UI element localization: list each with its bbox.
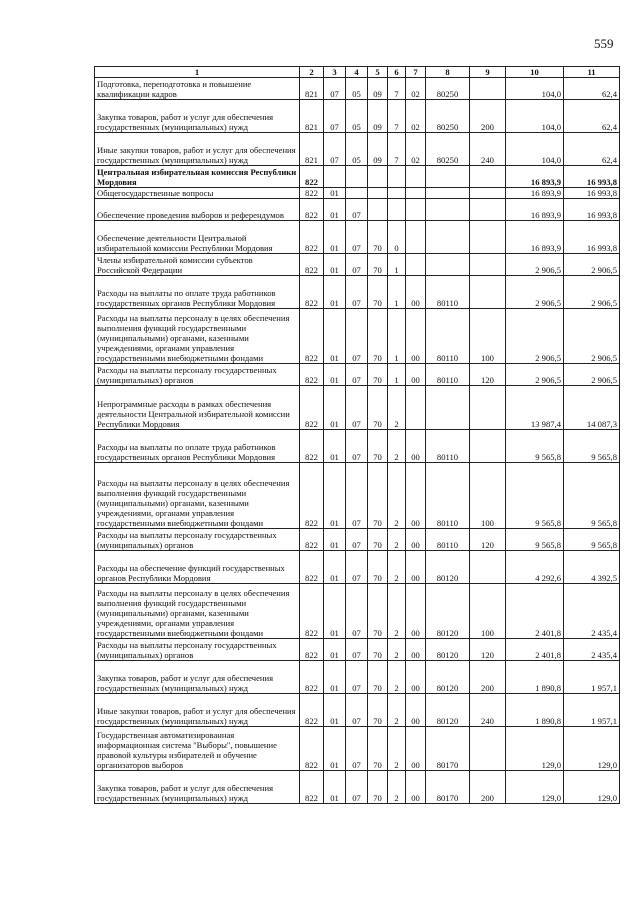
section-code: 01 (324, 771, 346, 804)
section-code: 01 (324, 529, 346, 551)
subprogram-code: 7 (388, 133, 406, 166)
expense-type-code (470, 430, 506, 463)
expense-type-code (470, 188, 506, 199)
table-row (95, 463, 620, 529)
program-code: 70 (368, 386, 388, 430)
ministry-code: 822 (300, 771, 324, 804)
subsection-code: 07 (346, 551, 368, 584)
program-code: 70 (368, 529, 388, 551)
expense-type-code (470, 386, 506, 430)
table-row (95, 166, 620, 188)
row-label: Расходы на выплаты персоналу в целях обеспечения выполнения функций государственными (муниципальными) органами, казенными учреждениями, органами управления государственными внебюджетными фондами (95, 584, 300, 639)
amount-year-2: 129,0 (564, 771, 620, 804)
direction-code: 80110 (426, 276, 470, 309)
amount-year-2: 2 435,4 (564, 584, 620, 639)
program-code: 70 (368, 639, 388, 661)
program-code: 70 (368, 430, 388, 463)
expense-type-code: 100 (470, 463, 506, 529)
subprogram-code: 2 (388, 386, 406, 430)
amount-year-2: 16 993,8 (564, 166, 620, 188)
ministry-code: 822 (300, 463, 324, 529)
subsection-code: 07 (346, 386, 368, 430)
amount-year-2: 62,4 (564, 78, 620, 100)
event-code: 02 (406, 78, 426, 100)
subprogram-code: 2 (388, 661, 406, 694)
subprogram-code: 2 (388, 639, 406, 661)
ministry-code: 822 (300, 166, 324, 188)
row-label: Расходы на выплаты персоналу государственных (муниципальных) органов (95, 529, 300, 551)
event-code: 00 (406, 529, 426, 551)
amount-year-1: 104,0 (506, 78, 564, 100)
ministry-code: 822 (300, 254, 324, 276)
program-code: 09 (368, 78, 388, 100)
expense-type-code (470, 199, 506, 221)
section-code (324, 166, 346, 188)
subsection-code: 05 (346, 100, 368, 133)
expense-type-code: 100 (470, 584, 506, 639)
ministry-code: 822 (300, 529, 324, 551)
section-code: 01 (324, 463, 346, 529)
ministry-code: 821 (300, 133, 324, 166)
section-code: 07 (324, 133, 346, 166)
subsection-code: 07 (346, 529, 368, 551)
ministry-code: 822 (300, 661, 324, 694)
subprogram-code: 7 (388, 78, 406, 100)
subprogram-code: 2 (388, 727, 406, 771)
table-row (95, 551, 620, 584)
direction-code (426, 166, 470, 188)
expense-type-code: 200 (470, 100, 506, 133)
direction-code: 80120 (426, 661, 470, 694)
section-code: 01 (324, 221, 346, 254)
subsection-code (346, 188, 368, 199)
subprogram-code (388, 166, 406, 188)
event-code: 00 (406, 551, 426, 584)
direction-code: 80120 (426, 551, 470, 584)
header-cell: 3 (324, 67, 346, 78)
subsection-code: 07 (346, 661, 368, 694)
section-code: 01 (324, 584, 346, 639)
row-label: Закупка товаров, работ и услуг для обеспечения государственных (муниципальных) нужд (95, 771, 300, 804)
table-row (95, 100, 620, 133)
section-code: 01 (324, 188, 346, 199)
section-code: 01 (324, 727, 346, 771)
amount-year-2: 4 392,5 (564, 551, 620, 584)
subprogram-code: 1 (388, 364, 406, 386)
amount-year-2: 14 087,3 (564, 386, 620, 430)
amount-year-2: 62,4 (564, 100, 620, 133)
expense-type-code (470, 551, 506, 584)
amount-year-2: 2 906,5 (564, 364, 620, 386)
table-row (95, 254, 620, 276)
expense-type-code: 240 (470, 133, 506, 166)
subprogram-code: 1 (388, 309, 406, 364)
row-label: Расходы на выплаты персоналу государственных (муниципальных) органов (95, 639, 300, 661)
row-label: Расходы на выплаты по оплате труда работников государственных органов Республики Мордовия (95, 430, 300, 463)
section-code: 01 (324, 551, 346, 584)
table-row (95, 309, 620, 364)
subsection-code: 07 (346, 309, 368, 364)
event-code: 00 (406, 276, 426, 309)
subsection-code (346, 166, 368, 188)
subsection-code: 07 (346, 254, 368, 276)
program-code: 09 (368, 100, 388, 133)
program-code: 70 (368, 727, 388, 771)
ministry-code: 822 (300, 276, 324, 309)
program-code: 70 (368, 463, 388, 529)
amount-year-1: 2 906,5 (506, 309, 564, 364)
amount-year-2: 62,4 (564, 133, 620, 166)
ministry-code: 822 (300, 199, 324, 221)
ministry-code: 822 (300, 386, 324, 430)
program-code: 70 (368, 694, 388, 727)
event-code: 02 (406, 100, 426, 133)
ministry-code: 822 (300, 188, 324, 199)
table-row (95, 639, 620, 661)
row-label: Расходы на обеспечение функций государственных органов Республики Мордовия (95, 551, 300, 584)
header-cell: 6 (388, 67, 406, 78)
header-cell: 7 (406, 67, 426, 78)
expense-type-code: 240 (470, 694, 506, 727)
table-row (95, 199, 620, 221)
expense-type-code (470, 166, 506, 188)
header-cell: 1 (95, 67, 300, 78)
amount-year-1: 104,0 (506, 100, 564, 133)
direction-code (426, 199, 470, 221)
event-code: 00 (406, 727, 426, 771)
program-code: 70 (368, 254, 388, 276)
section-code: 07 (324, 100, 346, 133)
program-code: 70 (368, 309, 388, 364)
table-row (95, 430, 620, 463)
amount-year-1: 2 906,5 (506, 364, 564, 386)
direction-code: 80110 (426, 309, 470, 364)
event-code: 00 (406, 309, 426, 364)
amount-year-1: 9 565,8 (506, 430, 564, 463)
event-code (406, 386, 426, 430)
event-code (406, 166, 426, 188)
event-code: 00 (406, 639, 426, 661)
direction-code (426, 188, 470, 199)
ministry-code: 822 (300, 364, 324, 386)
event-code: 00 (406, 364, 426, 386)
direction-code (426, 254, 470, 276)
program-code: 70 (368, 221, 388, 254)
header-cell: 10 (506, 67, 564, 78)
amount-year-1: 16 893,9 (506, 221, 564, 254)
amount-year-2: 16 993,8 (564, 199, 620, 221)
section-code: 01 (324, 639, 346, 661)
subsection-code: 07 (346, 463, 368, 529)
subprogram-code: 2 (388, 584, 406, 639)
row-label: Подготовка, переподготовка и повышение квалификации кадров (95, 78, 300, 100)
event-code (406, 199, 426, 221)
amount-year-2: 129,0 (564, 727, 620, 771)
header-cell: 11 (564, 67, 620, 78)
table-row (95, 771, 620, 804)
subsection-code: 05 (346, 78, 368, 100)
direction-code (426, 386, 470, 430)
row-label: Расходы на выплаты персоналу в целях обеспечения выполнения функций государственными (муниципальными) органами, казенными учреждениями, органами управления государственными внебюджетными фондами (95, 463, 300, 529)
program-code (368, 188, 388, 199)
event-code: 00 (406, 463, 426, 529)
section-code: 01 (324, 694, 346, 727)
amount-year-2: 16 993,8 (564, 221, 620, 254)
direction-code: 80250 (426, 133, 470, 166)
table-row (95, 727, 620, 771)
row-label: Расходы на выплаты персоналу государственных (муниципальных) органов (95, 364, 300, 386)
table-row (95, 661, 620, 694)
header-cell: 2 (300, 67, 324, 78)
page-number: 559 (594, 36, 614, 51)
subprogram-code: 2 (388, 529, 406, 551)
amount-year-1: 2 906,5 (506, 254, 564, 276)
row-label: Иные закупки товаров, работ и услуг для обеспечения государственных (муниципальных) нужд (95, 694, 300, 727)
subprogram-code: 0 (388, 221, 406, 254)
direction-code: 80110 (426, 430, 470, 463)
table-row (95, 78, 620, 100)
subsection-code: 07 (346, 584, 368, 639)
table-row (95, 133, 620, 166)
subsection-code: 07 (346, 694, 368, 727)
ministry-code: 822 (300, 551, 324, 584)
row-label: Расходы на выплаты персоналу в целях обеспечения выполнения функций государственными (муниципальными) органами, казенными учреждениями, органами управления государственными внебюджетными фондами (95, 309, 300, 364)
program-code: 70 (368, 661, 388, 694)
expense-type-code: 120 (470, 639, 506, 661)
budget-table (94, 66, 620, 804)
section-code: 01 (324, 254, 346, 276)
ministry-code: 822 (300, 430, 324, 463)
subsection-code: 07 (346, 639, 368, 661)
table-row (95, 276, 620, 309)
event-code: 00 (406, 430, 426, 463)
table-body (95, 78, 620, 804)
row-label: Иные закупки товаров, работ и услуг для обеспечения государственных (муниципальных) нужд (95, 133, 300, 166)
subsection-code: 05 (346, 133, 368, 166)
expense-type-code (470, 727, 506, 771)
row-label: Расходы на выплаты по оплате труда работников государственных органов Республики Мордовия (95, 276, 300, 309)
header-cell: 5 (368, 67, 388, 78)
ministry-code: 821 (300, 78, 324, 100)
amount-year-2: 1 957,1 (564, 661, 620, 694)
expense-type-code (470, 78, 506, 100)
amount-year-1: 13 987,4 (506, 386, 564, 430)
amount-year-2: 9 565,8 (564, 529, 620, 551)
direction-code: 80170 (426, 771, 470, 804)
amount-year-2: 9 565,8 (564, 430, 620, 463)
header-cell: 9 (470, 67, 506, 78)
direction-code: 80170 (426, 727, 470, 771)
amount-year-1: 129,0 (506, 771, 564, 804)
ministry-code: 822 (300, 309, 324, 364)
program-code: 09 (368, 133, 388, 166)
amount-year-2: 16 993,8 (564, 188, 620, 199)
amount-year-1: 4 292,6 (506, 551, 564, 584)
header-cell: 4 (346, 67, 368, 78)
amount-year-1: 1 890,8 (506, 661, 564, 694)
subprogram-code: 2 (388, 430, 406, 463)
amount-year-1: 16 893,9 (506, 166, 564, 188)
program-code (368, 199, 388, 221)
row-label: Закупка товаров, работ и услуг для обеспечения государственных (муниципальных) нужд (95, 100, 300, 133)
ministry-code: 822 (300, 694, 324, 727)
direction-code: 80120 (426, 694, 470, 727)
amount-year-1: 1 890,8 (506, 694, 564, 727)
subprogram-code (388, 199, 406, 221)
subprogram-code: 2 (388, 771, 406, 804)
row-label: Закупка товаров, работ и услуг для обеспечения государственных (муниципальных) нужд (95, 661, 300, 694)
subprogram-code: 1 (388, 276, 406, 309)
direction-code: 80110 (426, 364, 470, 386)
section-code: 07 (324, 78, 346, 100)
table-row (95, 221, 620, 254)
subsection-code: 07 (346, 221, 368, 254)
event-code (406, 188, 426, 199)
amount-year-2: 1 957,1 (564, 694, 620, 727)
expense-type-code: 200 (470, 661, 506, 694)
event-code: 00 (406, 584, 426, 639)
subsection-code: 07 (346, 199, 368, 221)
section-code: 01 (324, 364, 346, 386)
section-code: 01 (324, 276, 346, 309)
expense-type-code: 100 (470, 309, 506, 364)
table-row (95, 188, 620, 199)
direction-code: 80110 (426, 463, 470, 529)
direction-code: 80120 (426, 639, 470, 661)
expense-type-code (470, 221, 506, 254)
ministry-code: 822 (300, 221, 324, 254)
subsection-code: 07 (346, 276, 368, 309)
event-code (406, 254, 426, 276)
amount-year-2: 2 906,5 (564, 254, 620, 276)
event-code: 00 (406, 771, 426, 804)
amount-year-2: 2 435,4 (564, 639, 620, 661)
row-label: Государственная автоматизированная информационная система "Выборы", повышение правовой культуры избирателей и обучение организаторов выборов (95, 727, 300, 771)
amount-year-1: 104,0 (506, 133, 564, 166)
section-code: 01 (324, 430, 346, 463)
subprogram-code: 1 (388, 254, 406, 276)
row-label: Обеспечение проведения выборов и референдумов (95, 199, 300, 221)
amount-year-1: 16 893,9 (506, 199, 564, 221)
ministry-code: 822 (300, 639, 324, 661)
amount-year-2: 2 906,5 (564, 276, 620, 309)
amount-year-1: 129,0 (506, 727, 564, 771)
program-code: 70 (368, 771, 388, 804)
amount-year-1: 2 401,8 (506, 639, 564, 661)
table-row (95, 694, 620, 727)
table-row (95, 364, 620, 386)
row-label: Центральная избирательная комиссия Республики Мордовия (95, 166, 300, 188)
program-code: 70 (368, 551, 388, 584)
header-cell: 8 (426, 67, 470, 78)
program-code: 70 (368, 364, 388, 386)
ministry-code: 821 (300, 100, 324, 133)
section-code: 01 (324, 199, 346, 221)
section-code: 01 (324, 309, 346, 364)
event-code: 00 (406, 661, 426, 694)
expense-type-code: 200 (470, 771, 506, 804)
subprogram-code: 2 (388, 463, 406, 529)
table-row (95, 386, 620, 430)
program-code: 70 (368, 584, 388, 639)
row-label: Обеспечение деятельности Центральной избирательной комиссии Республики Мордовия (95, 221, 300, 254)
subsection-code: 07 (346, 430, 368, 463)
expense-type-code (470, 276, 506, 309)
event-code (406, 221, 426, 254)
amount-year-2: 9 565,8 (564, 463, 620, 529)
subprogram-code (388, 188, 406, 199)
subsection-code: 07 (346, 364, 368, 386)
amount-year-1: 2 906,5 (506, 276, 564, 309)
subprogram-code: 7 (388, 100, 406, 133)
amount-year-1: 9 565,8 (506, 529, 564, 551)
subsection-code: 07 (346, 727, 368, 771)
row-label: Непрограммные расходы в рамках обеспечения деятельности Центральной избирательной комиссии Республики Мордовия (95, 386, 300, 430)
expense-type-code: 120 (470, 364, 506, 386)
subsection-code: 07 (346, 771, 368, 804)
direction-code: 80110 (426, 529, 470, 551)
amount-year-1: 16 893,9 (506, 188, 564, 199)
section-code: 01 (324, 661, 346, 694)
subprogram-code: 2 (388, 551, 406, 584)
amount-year-2: 2 906,5 (564, 309, 620, 364)
direction-code: 80250 (426, 100, 470, 133)
direction-code (426, 221, 470, 254)
program-code: 70 (368, 276, 388, 309)
table-header-row (95, 67, 620, 78)
direction-code: 80120 (426, 584, 470, 639)
expense-type-code (470, 254, 506, 276)
row-label: Члены избирательной комиссии субъектов Российской Федерации (95, 254, 300, 276)
ministry-code: 822 (300, 584, 324, 639)
amount-year-1: 9 565,8 (506, 463, 564, 529)
table-row (95, 584, 620, 639)
expense-type-code: 120 (470, 529, 506, 551)
event-code: 02 (406, 133, 426, 166)
table-row (95, 529, 620, 551)
event-code: 00 (406, 694, 426, 727)
direction-code: 80250 (426, 78, 470, 100)
section-code: 01 (324, 386, 346, 430)
ministry-code: 822 (300, 727, 324, 771)
amount-year-1: 2 401,8 (506, 584, 564, 639)
program-code (368, 166, 388, 188)
row-label: Общегосударственные вопросы (95, 188, 300, 199)
subprogram-code: 2 (388, 694, 406, 727)
